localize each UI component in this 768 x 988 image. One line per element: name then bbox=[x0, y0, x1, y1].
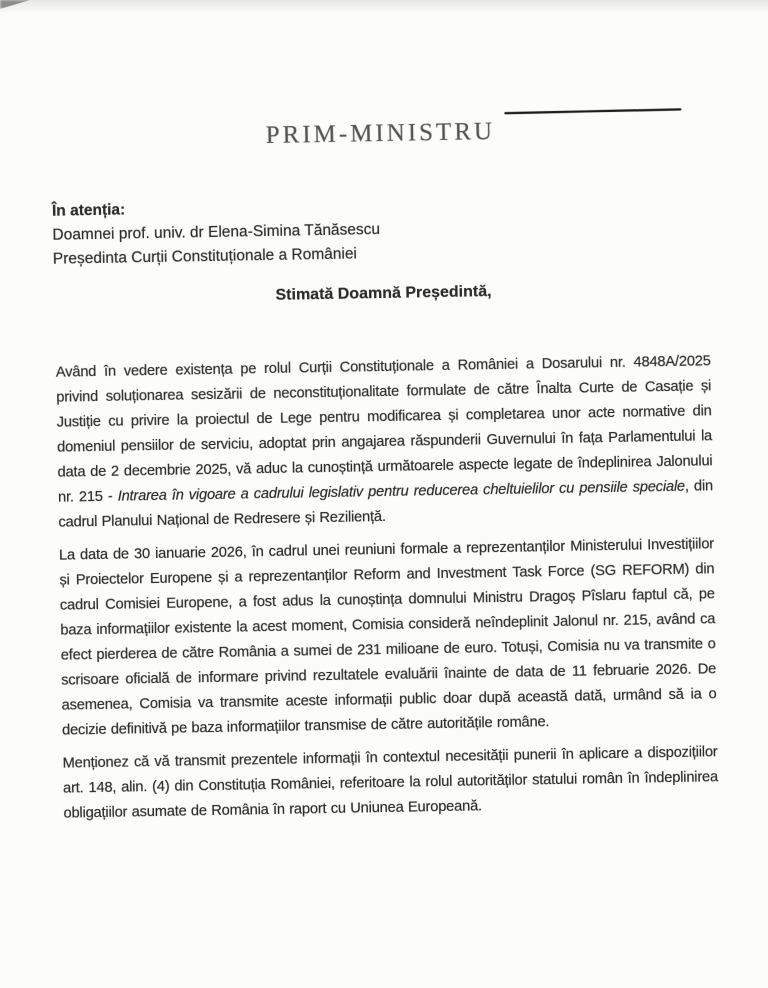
horizontal-ink-line bbox=[504, 108, 681, 114]
paragraph-3-segment-1: Menționez că vă transmit prezentele informații în contextul necesității punerii în aplicare a dispozițiilor art. 148, alin. (4) din Constituția României, referitoare la rolul autorităților statului român în îndeplinirea obligațiilor asumate de România în raport cu Uniunea Europeană. bbox=[62, 744, 719, 822]
salutation: Stimată Doamnă Președintă, bbox=[275, 283, 492, 304]
recipient-block bbox=[52, 194, 381, 272]
letter-body bbox=[56, 349, 719, 834]
recipient-role: Președinta Curții Constituționale a României bbox=[52, 245, 358, 268]
paragraph-2 bbox=[59, 532, 717, 743]
paragraph-1-segment-1: Având în vedere existența pe rolul Curții Constituționale a României a Dosarului nr. 4848A/2025 privind soluționarea sesizării de neconstituționalitate formulate de către Înalta Curte de Casație și Justiție cu privire la proiectul de Lege pentru modificarea și completarea unor acte normative din domeniul pensiilor de serviciu, adoptat prin angajarea răspunderii Guvernului în fața Parlamentului la data de 2 decembrie 2025, vă aduc la cunoștință următoarele aspecte legate de îndeplinirea Jalonului nr. 215 - bbox=[55, 353, 713, 506]
attention-label: În atenția: bbox=[51, 201, 126, 220]
paragraph-1-milestone-title-italic: Intrarea în vigoare a cadrului legislativ pentru reducerea cheltuielilor cu pensiile speciale bbox=[117, 478, 686, 505]
recipient-name: Doamnei prof. univ. dr Elena-Simina Tănăsescu bbox=[52, 221, 381, 244]
paragraph-2-segment-1: La data de 30 ianuarie 2026, în cadrul unei reuniuni formale a reprezentanților Ministerului Investițiilor și Proiectelor Europene și a reprezentanților Reform and Investment Task Force (SG REFORM) din cadrul Comisiei Europene, a fost adus la cunoștința domnului Ministru Dragoș Pîslaru faptul că, pe baza informațiilor existente la acest moment, Comisia consideră neîndeplinit Jalonul nr. 215, având ca efect pierderea de către România a sumei de 231 milioane de euro. Totuși, Comisia nu va transmite o scrisoare oficială de informare privind rezultatele evaluării înainte de data de 11 februarie 2026. De asemenea, Comisia va transmite aceste informații public doar după această dată, urmând să ia o decizie definitivă pe baza informațiilor transmise de către autoritățile române. bbox=[58, 536, 717, 739]
paragraph-1-segment-3: , din cadrul Planului Național de Redresere și Reziliență. bbox=[58, 478, 714, 531]
paragraph-3 bbox=[62, 740, 718, 826]
letterhead-title: PRIM-MINISTRU bbox=[265, 118, 496, 150]
paragraph-1 bbox=[56, 349, 714, 535]
